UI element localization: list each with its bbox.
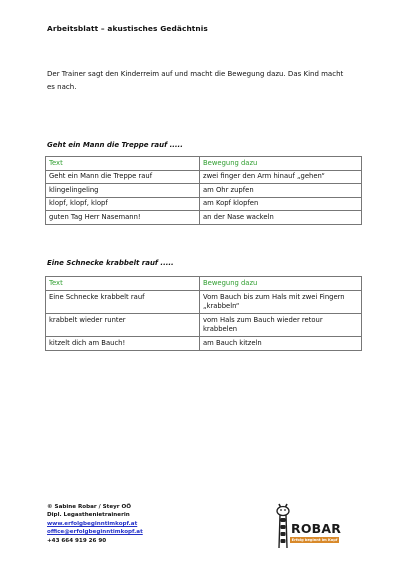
- column-header-text: Text: [46, 277, 200, 291]
- table-row: [46, 211, 362, 225]
- copyright-line: © Sabine Robar / Steyr OÖ: [47, 504, 131, 510]
- column-header-movement: Bewegung dazu: [200, 157, 362, 171]
- table-row: [46, 170, 362, 184]
- page-title: Arbeitsblatt – akustisches Gedächtnis: [47, 24, 208, 33]
- rhyme-text-cell: klingelingeling: [46, 184, 200, 198]
- phone-line: +43 664 919 26 90: [47, 537, 107, 544]
- rhyme-text-cell: krabbelt wieder runter: [46, 314, 200, 337]
- section-title-treppe: Geht ein Mann die Treppe rauf .....: [47, 141, 183, 149]
- column-header-text: Text: [46, 157, 200, 171]
- movement-cell: zwei finger den Arm hinauf „gehen“: [200, 170, 362, 184]
- movement-cell: am Kopf klopfen: [200, 197, 362, 211]
- rhyme-text-cell: Geht ein Mann die Treppe rauf: [46, 170, 200, 184]
- movement-cell: am Ohr zupfen: [200, 184, 362, 198]
- table-row: [46, 337, 362, 351]
- rhyme-text-cell: klopf, klopf, klopf: [46, 197, 200, 211]
- rhyme-table-schnecke: [45, 276, 362, 351]
- section-title-schnecke: Eine Schnecke krabbelt rauf .....: [47, 259, 174, 267]
- table-row: [46, 314, 362, 337]
- logo-wordmark: ROBAR: [291, 521, 342, 536]
- movement-cell: vom Hals zum Bauch wieder retour krabbelen: [200, 314, 362, 337]
- website-link[interactable]: www.erfolgbeginntimkopf.at: [47, 520, 138, 527]
- logo-slogan: Erfolg beginnt im Kopf: [291, 538, 338, 542]
- movement-cell: am Bauch kitzeln: [200, 337, 362, 351]
- movement-cell: an der Nase wackeln: [200, 211, 362, 225]
- rhyme-text-cell: kitzelt dich am Bauch!: [46, 337, 200, 351]
- rhyme-text-cell: guten Tag Herr Nasemann!: [46, 211, 200, 225]
- column-header-movement: Bewegung dazu: [200, 277, 362, 291]
- table-header-row: [46, 277, 362, 291]
- table-header-row: [46, 157, 362, 171]
- table-row: [46, 184, 362, 198]
- rhyme-text-cell: Eine Schnecke krabbelt rauf: [46, 291, 200, 314]
- table-row: [46, 197, 362, 211]
- table-row: [46, 291, 362, 314]
- movement-cell: Vom Bauch bis zum Hals mit zwei Fingern „krabbeln“: [200, 291, 362, 314]
- email-link[interactable]: office@erfolgbeginntimkopf.at: [47, 529, 143, 536]
- intro-text: Der Trainer sagt den Kinderreim auf und macht die Bewegung dazu. Das Kind macht es nach.: [47, 70, 344, 91]
- role-line: Dipl. Legasthenietrainerin: [47, 512, 130, 519]
- footer-contact: [47, 503, 143, 545]
- rhyme-table-treppe: [45, 156, 362, 225]
